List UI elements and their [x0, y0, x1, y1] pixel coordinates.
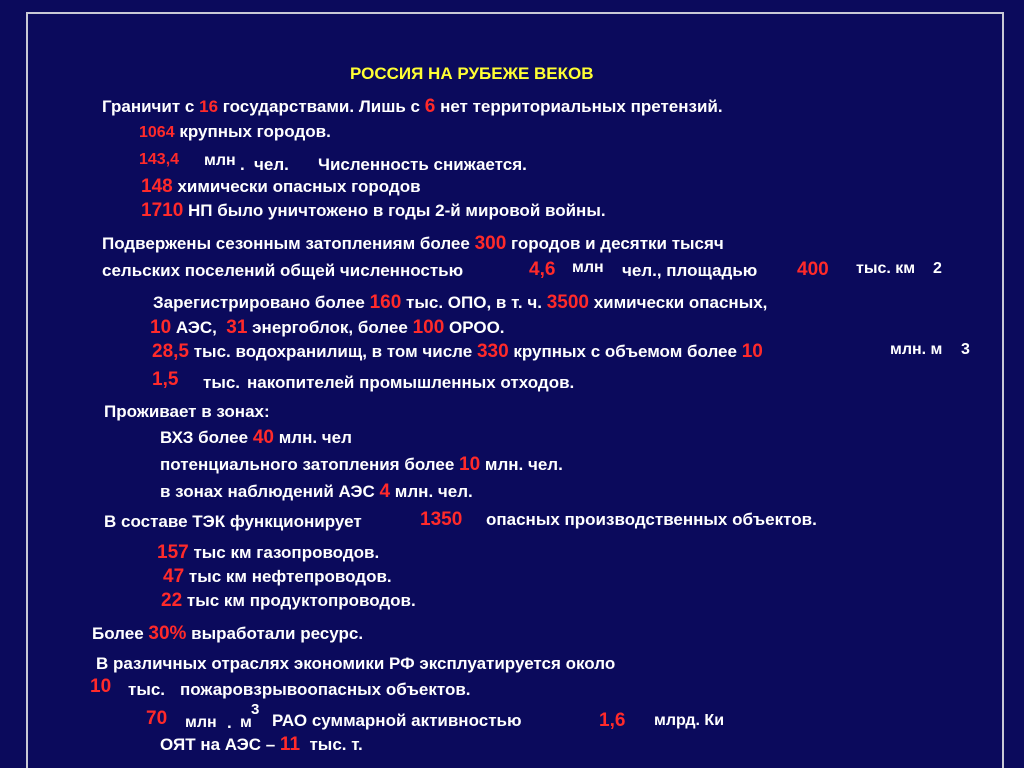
- value-storage: 1,5: [152, 369, 179, 390]
- text: выработали ресурс.: [191, 624, 364, 643]
- line-cities: [139, 122, 331, 143]
- page-title: РОССИЯ НА РУБЕЖЕ ВЕКОВ: [350, 64, 594, 83]
- value: 157: [157, 542, 189, 563]
- unit-mln: млн: [204, 152, 236, 169]
- unit-dot: .: [227, 713, 232, 732]
- text: государствами. Лишь с: [222, 97, 421, 116]
- value: 160: [369, 292, 402, 313]
- value: 4: [379, 481, 391, 502]
- line-zone-chem: [160, 428, 352, 448]
- value: 300: [474, 233, 507, 254]
- value: 47: [163, 566, 185, 587]
- text-fire-objects: пожаровзрывоопасных объектов.: [180, 680, 471, 699]
- text-thousand: тыс.: [203, 373, 241, 392]
- text: млн. чел.: [484, 455, 563, 474]
- line-registered: [153, 293, 767, 313]
- line-reservoirs: [152, 342, 763, 362]
- unit-exp: 2: [933, 260, 942, 277]
- text: тыс. ОПО, в т. ч.: [406, 293, 542, 312]
- text-fuel-complex: В составе ТЭК функционирует: [104, 512, 362, 531]
- text: млн. чел: [278, 428, 352, 447]
- value: 28,5: [152, 341, 189, 362]
- text-hazard-objects: опасных производственных объектов.: [486, 510, 817, 529]
- value: 330: [476, 341, 509, 362]
- value-fire-objects: 10: [90, 676, 112, 697]
- value: 22: [161, 590, 183, 611]
- line-resource: [92, 624, 363, 644]
- text-thousand: тыс.: [128, 680, 166, 699]
- text: Зарегистрировано более: [153, 293, 365, 312]
- value-hazard-objects: 1350: [420, 509, 463, 530]
- unit-curie: млрд. Ки: [654, 712, 725, 729]
- value-population: 143,4: [139, 151, 180, 168]
- text: Более: [92, 624, 144, 643]
- line-nuclear: [150, 318, 505, 338]
- value: 100: [412, 317, 445, 338]
- text: потенциального затопления более: [160, 455, 455, 474]
- text: нет территориальных претензий.: [440, 97, 723, 116]
- value-waste: 70: [146, 708, 168, 729]
- text: НП было уничтожено в годы 2-й мировой войны.: [188, 201, 606, 220]
- text: химически опасных городов: [177, 177, 421, 196]
- value-activity: 1,6: [599, 710, 626, 731]
- text: АЭС,: [175, 318, 217, 337]
- text: энергоблок, более: [252, 318, 408, 337]
- line-oil: [163, 567, 392, 587]
- line-chem-cities: [141, 177, 421, 197]
- value: 1064: [139, 124, 175, 141]
- text: тыс. т.: [309, 735, 363, 754]
- value-area: 400: [797, 259, 829, 280]
- value: 10: [741, 341, 763, 362]
- text: Граничит с: [102, 97, 195, 116]
- text-people: чел.: [254, 155, 289, 174]
- line-borders: [102, 97, 723, 117]
- unit-dot: .: [240, 155, 245, 174]
- value-rural-population: 4,6: [529, 259, 556, 280]
- value: 3500: [546, 292, 589, 313]
- line-products: [161, 591, 416, 611]
- unit-mln: млн: [572, 259, 604, 276]
- value: 11: [279, 734, 301, 755]
- line-zone-npp: [160, 482, 473, 502]
- value: 1710: [141, 200, 184, 221]
- line-destroyed: [141, 201, 606, 221]
- text: тыс км газопроводов.: [193, 543, 380, 562]
- value: 16: [199, 97, 219, 116]
- line-floods: [102, 234, 724, 254]
- value: 6: [424, 96, 436, 117]
- value: 31: [226, 317, 248, 338]
- text: крупных городов.: [179, 122, 331, 141]
- text: химически опасных,: [593, 293, 768, 312]
- line-gas: [157, 543, 379, 563]
- value: 10: [459, 454, 481, 475]
- text-activity: РАО суммарной активностью: [272, 711, 522, 730]
- text: ОРОО.: [449, 318, 505, 337]
- unit-km: тыс. км: [856, 260, 916, 277]
- text-area: чел., площадью: [622, 261, 758, 280]
- value: 10: [150, 317, 172, 338]
- text: тыс км продуктопроводов.: [186, 591, 416, 610]
- text: ОЯТ на АЭС –: [160, 735, 276, 754]
- unit-exp: 3: [251, 701, 260, 718]
- text-economy: В различных отраслях экономики РФ эксплуатируется около: [96, 654, 616, 673]
- heading-zones: Проживает в зонах:: [104, 402, 270, 421]
- value: 30%: [148, 623, 187, 644]
- text-rural: сельских поселений общей численностью: [102, 261, 464, 280]
- unit-m: м: [240, 714, 252, 731]
- text: тыс. водохранилищ, в том числе: [193, 342, 473, 361]
- value: 40: [252, 427, 274, 448]
- unit-mln-m: млн. м: [890, 341, 943, 358]
- text: крупных с объемом более: [513, 342, 737, 361]
- text: ВХЗ более: [160, 428, 249, 447]
- text: млн. чел.: [394, 482, 473, 501]
- text: тыс км нефтепроводов.: [188, 567, 392, 586]
- text: в зонах наблюдений АЭС: [160, 482, 375, 501]
- unit-mln: млн: [185, 714, 217, 731]
- line-zone-flood: [160, 455, 563, 475]
- text: городов и десятки тысяч: [511, 234, 724, 253]
- unit-exp: 3: [961, 341, 970, 358]
- value: 148: [141, 176, 173, 197]
- text-storage: накопителей промышленных отходов.: [247, 373, 575, 392]
- line-spent-fuel: [160, 735, 363, 755]
- text-population-decline: Численность снижается.: [318, 155, 527, 174]
- text: Подвержены сезонным затоплениям более: [102, 234, 470, 253]
